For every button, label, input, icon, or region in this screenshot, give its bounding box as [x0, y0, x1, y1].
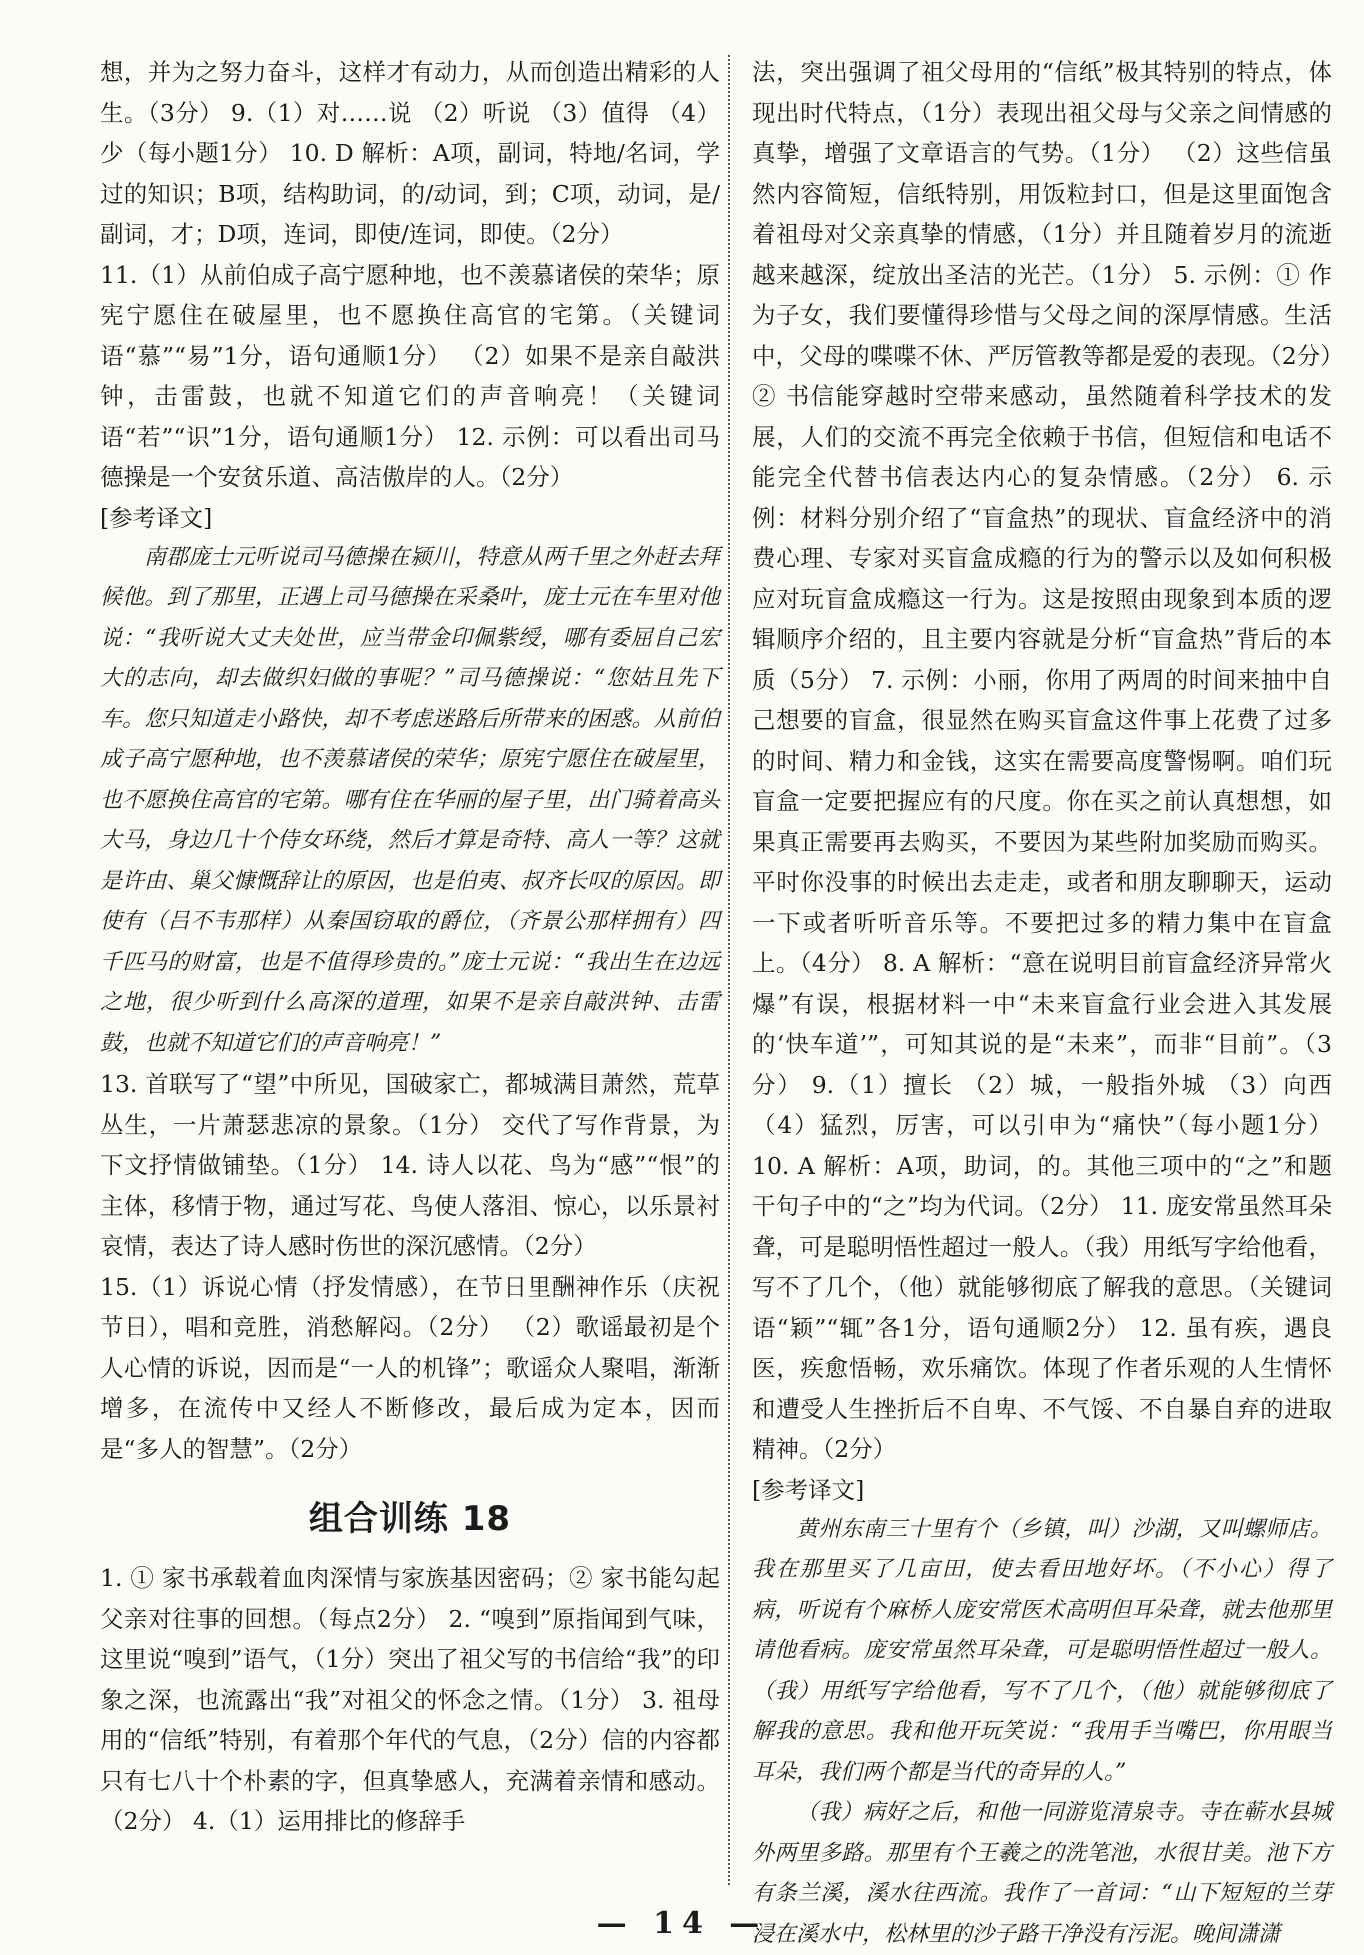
answer-paragraph: 1. ① 家书承载着血肉深情与家族基因密码；② 家书能勾起父亲对往事的回想。（每点2分） 2. “嗅到”原指闻到气味，这里说“嗅到”语气，（1分）突出了祖父写的书信给“我”的印象之深，也流露出“我”对祖父的怀念之情。（1分） 3. 祖母用的“信纸”特别，有着那个年代的气息，（2分）信的内容都只有七八十个朴素的字，但真挚感人，充满着亲情和感动。（2分） 4.（1）运用排比的修辞手 — [100, 1564, 720, 1835]
page-number: — 14 — — [596, 1906, 768, 1941]
right-column — [752, 52, 1332, 1955]
column-divider — [728, 55, 730, 1885]
reference-translation-label: [参考译文] — [100, 503, 213, 532]
section-title: 组合训练 18 — [308, 1499, 512, 1539]
answer-paragraph: 15.（1）诉说心情（抒发情感），在节日里酬神作乐（庆祝节日），唱和竞胜，消愁解闷。（2分） （2）歌谣最初是个人心情的诉说，因而是“一人的机锋”；歌谣众人聚唱，渐渐增多，在流传中又经人不断修改，最后成为定本，因而是“多人的智慧”。（2分） — [100, 1272, 720, 1463]
translation-paragraph: 黄州东南三十里有个（乡镇，叫）沙湖，又叫螺师店。我在那里买了几亩田，使去看田地好坏。（不小心）得了病，听说有个麻桥人庞安常医术高明但耳朵聋，就去他那里请他看病。庞安常虽然耳朵聋，可是聪明悟性超过一般人。（我）用纸写字给他看，写不了几个，（他）就能够彻底了解我的意思。我和他开玩笑说：“我用手当嘴巴，你用眼当耳朵，我们两个都是当代的奇异的人。” — [752, 1516, 1332, 1785]
answer-paragraph: 法，突出强调了祖父母用的“信纸”极其特别的特点，体现出时代特点，（1分）表现出祖父母与父亲之间情感的真挚，增强了文章语言的气势。（1分） （2）这些信虽然内容简短，信纸特别，用饭粒封口，但是这里面饱含着祖母对父亲真挚的情感，（1分）并且随着岁月的流逝越来越深，绽放出圣洁的光芒。（1分） 5. 示例：① 作为子女，我们要懂得珍惜与父母之间的深厚情感。生活中，父母的喋喋不休、严厉管教等都是爱的表现。（2分）② 书信能穿越时空带来感动，虽然随着科学技术的发展，人们的交流不再完全依赖于书信，但短信和电话不能完全代替书信表达内心的复杂情感。（2分） 6. 示例：材料分别介绍了“盲盒热”的现状、盲盒经济中的消费心理、专家对买盲盒成瘾的行为的警示以及如何积极应对玩盲盒成瘾这一行为。这是按照由现象到本质的逻辑顺序介绍的，且主要内容就是分析“盲盒热”背后的本质（5分） 7. 示例：小丽，你用了两周的时间来抽中自己想要的盲盒，很显然在购买盲盒这件事上花费了过多的时间、精力和金钱，这实在需要高度警惕啊。咱们玩盲盒一定要把握应有的尺度。你在买之前认真想想，如果真正需要再去购买，不要因为某些附加奖励而购买。平时你没事的时候出去走走，或者和朋友聊聊天，运动一下或者听听音乐等。不要把过多的精力集中在盲盒上。（4分） 8. A 解析：“意在说明目前盲盒经济异常火爆”有误，根据材料一中“未来盲盒行业会进入其发展的‘快车道’”，可知其说的是“未来”，而非“目前”。（3分） 9.（1）擅长 （2）城，一般指外城 （3）向西 （4）猛烈，厉害，可以引申为“痛快”（每小题1分） 10. A 解析：A项，助词，的。其他三项中的“之”和题干句子中的“之”均为代词。（2分） 11. 庞安常虽然耳朵聋，可是聪明悟性超过一般人。（我）用纸写字给他看，写不了几个，（他）就能够彻底了解我的意思。（关键词语“颖”“辄”各1分，语句通顺2分） 12. 虽有疾，遇良医，疾愈悟畅，欢乐痛饮。体现了作者乐观的人生情怀和遭受人生挫折后不自卑、不气馁、不自暴自弃的进取精神。（2分） — [752, 58, 1332, 1463]
translation-paragraph: 南郡庞士元听说司马德操在颍川，特意从两千里之外赶去拜候他。到了那里，正遇上司马德操在采桑叶，庞士元在车里对他说：“我听说大丈夫处世，应当带金印佩紫绶，哪有委屈自己宏大的志向，却去做织妇做的事呢？”司马德操说：“您姑且先下车。您只知道走小路快，却不考虑迷路后所带来的困惑。从前伯成子高宁愿种地，也不羡慕诸侯的荣华；原宪宁愿住在破屋里，也不愿换住高官的宅第。哪有住在华丽的屋子里，出门骑着高头大马，身边几十个侍女环绕，然后才算是奇特、高人一等？这就是许由、巢父慷慨辞让的原因，也是伯夷、叔齐长叹的原因。即使有（吕不韦那样）从秦国窃取的爵位，（齐景公那样拥有）四千匹马的财富，也是不值得珍贵的。”庞士元说：“我出生在边远之地，很少听到什么高深的道理，如果不是亲自敲洪钟、击雷鼓，也就不知道它们的声音响亮！” — [100, 544, 720, 1056]
translation-paragraph: （我）病好之后，和他一同游览清泉寺。寺在蕲水县城外两里多路。那里有个王羲之的洗笔池，水很甘美。池下方有条兰溪，溪水往西流。我作了一首词：“山下短短的兰芽浸在溪水中，松林里的沙子路干净没有污泥。晚间潇潇 — [752, 1800, 1332, 1947]
answer-paragraph: 11.（1）从前伯成子高宁愿种地，也不羡慕诸侯的荣华；原宪宁愿住在破屋里，也不愿换住高官的宅第。（关键词语“慕”“易”1分，语句通顺1分） （2）如果不是亲自敲洪钟，击雷鼓，也就不知道它们的声音响亮！（关键词语“若”“识”1分，语句通顺1分） 12. 示例：可以看出司马德操是一个安贫乐道、高洁傲岸的人。（2分） — [100, 260, 720, 491]
left-column — [100, 52, 720, 1842]
answer-paragraph: 想，并为之努力奋斗，这样才有动力，从而创造出精彩的人生。（3分） 9.（1）对……说 （2）听说 （3）值得 （4）少（每小题1分） 10. D 解析：A项，副词，特地/名词，学过的知识；B项，结构助词，的/动词，到；C项，动词，是/副词，才；D项，连词，即使/连词，即使。（2分） — [100, 58, 720, 248]
answer-paragraph: 13. 首联写了“望”中所见，国破家亡，都城满目萧然，荒草丛生，一片萧瑟悲凉的景象。（1分） 交代了写作背景，为下文抒情做铺垫。（1分） 14. 诗人以花、鸟为“感”“恨”的主体，移情于物，通过写花、鸟使人落泪、惊心，以乐景衬哀情，表达了诗人感时伤世的深沉感情。（2分） — [100, 1070, 720, 1260]
reference-translation-label: [参考译文] — [752, 1475, 865, 1504]
